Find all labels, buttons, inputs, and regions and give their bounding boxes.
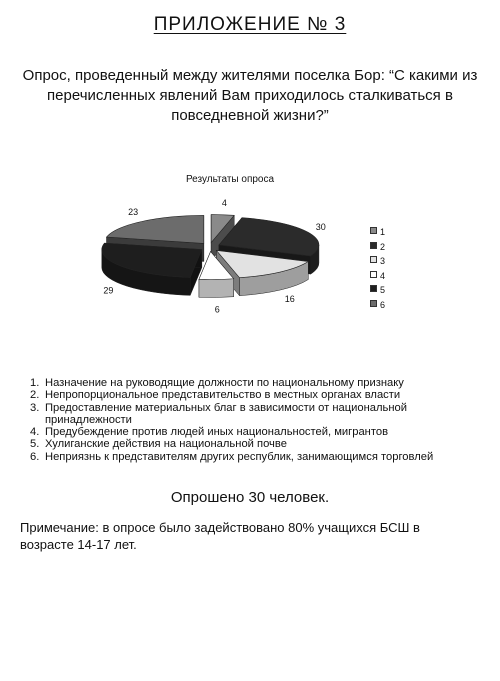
data-label-1: 4 [221,197,227,208]
list-item-number: 3. [30,401,40,414]
legend-swatch [370,300,377,307]
list-item-text: Предубеждение против людей иных национальностей, мигрантов [45,426,389,439]
data-label-4: 6 [214,304,220,315]
list-item-text: Неприязнь к представителям других республик, занимающимся торговлей [45,450,434,463]
list-item-text: Предоставление материальных благ в зависимости от национальной принадлежности [45,401,408,426]
legend-item-2 [370,240,410,255]
legend-label: 5 [380,285,386,296]
list-item-number: 6. [30,450,40,463]
legend-item-1 [370,225,410,240]
list-item-number: 2. [30,389,40,402]
legend-item-3 [370,254,410,269]
legend-label: 2 [380,241,386,252]
page-title: ПРИЛОЖЕНИЕ № 3 [153,14,347,35]
chart-title: Результаты опроса [185,174,275,185]
pie-slice-5 [102,243,202,295]
legend-item-6 [370,298,410,313]
list-item [30,402,450,427]
respondents-total: Опрошено 30 человек. [170,489,330,506]
legend-swatch [370,256,377,263]
list-item-number: 5. [30,438,40,451]
legend-label: 6 [380,299,386,310]
legend-description-list [30,377,450,463]
list-item [30,389,450,401]
chart-legend [370,225,410,313]
list-item-number: 1. [30,377,40,389]
legend-swatch [370,285,377,292]
legend-swatch [370,227,377,234]
legend-item-4 [370,269,410,284]
list-item [30,377,450,389]
legend-label: 1 [380,227,386,237]
data-label-6: 23 [128,207,139,218]
list-item-number: 4. [30,426,40,439]
data-label-2: 30 [315,222,326,232]
legend-label: 3 [380,256,386,267]
survey-question: Опрос, проведенный между жителями поселка Бор: “С какими из перечисленных явлений Вам приходилось сталкиваться в повседневной жизни?” [22,67,478,124]
legend-swatch [370,242,377,249]
pie-slices [102,215,319,298]
legend-label: 4 [380,270,386,281]
list-item [30,426,450,438]
list-item-text: Непропорциональное представительство в местных органах власти [45,389,401,402]
pie-slice-edge [199,279,234,298]
data-label-3: 16 [284,294,295,305]
list-item [30,438,450,450]
data-label-5: 29 [103,285,114,296]
legend-item-5 [370,283,410,298]
list-item-text: Назначение на руководящие должности по национальному признаку [45,377,404,389]
legend-swatch [370,271,377,278]
list-item-text: Хулиганские действия на национальной почве [45,438,287,451]
pie-chart [100,195,360,325]
list-item [30,451,450,463]
note: Примечание: в опросе было задействовано 80% учащихся БСШ в возрасте 14-17 лет. [20,520,420,552]
